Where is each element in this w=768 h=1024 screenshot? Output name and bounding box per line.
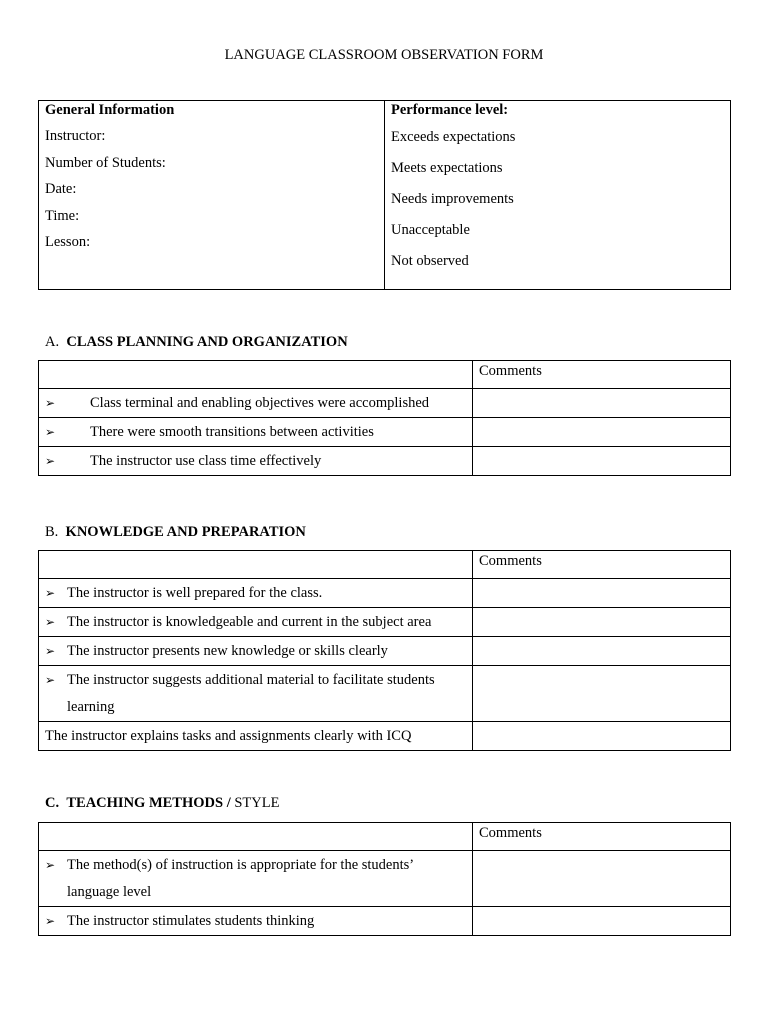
table-row [39,907,473,936]
section-c-letter: C. [45,795,60,811]
bullet-arrow-icon: ➢ [45,454,56,468]
section-b-title: KNOWLEDGE AND PREPARATION [65,524,306,540]
field-date: Date: [45,181,77,197]
field-lesson: Lesson: [45,234,91,250]
section-c-header-blank [39,823,473,851]
document-title: LANGUAGE CLASSROOM OBSERVATION FORM [224,47,544,63]
table-row [39,851,473,907]
performance-level-cell [385,101,731,290]
section-a-header-blank [39,361,473,389]
bullet-arrow-icon: ➢ [45,858,56,872]
section-b-letter: B. [45,524,59,540]
comment-cell[interactable] [473,608,731,637]
criterion-text-continued: learning [67,699,115,715]
level-meets: Meets expectations [391,160,503,176]
table-row [39,389,473,418]
criterion-text: The instructor presents new knowledge or skills clearly [67,643,388,659]
comment-cell[interactable] [473,447,731,476]
comment-cell[interactable] [473,389,731,418]
section-a-table [38,360,731,476]
criterion-text: The instructor is knowledgeable and current in the subject area [67,614,432,630]
section-c-title: TEACHING METHODS / [66,795,231,811]
comment-cell[interactable] [473,418,731,447]
bullet-arrow-icon: ➢ [45,586,56,600]
table-row [39,666,473,722]
comment-cell[interactable] [473,907,731,936]
criterion-text: Class terminal and enabling objectives were accomplished [90,395,430,411]
criterion-text: The instructor explains tasks and assignments clearly with ICQ [45,728,412,744]
table-row [39,637,473,666]
section-b-heading [45,524,306,541]
comment-cell[interactable] [473,637,731,666]
section-b-header-blank [39,551,473,579]
section-c-comments-header: Comments [473,823,731,851]
criterion-text: The instructor suggests additional material to facilitate students [67,672,435,688]
bullet-arrow-icon: ➢ [45,914,56,928]
criterion-text-continued: language level [67,884,152,900]
bullet-arrow-icon: ➢ [45,673,56,687]
table-row [39,722,473,751]
level-needs-improvements: Needs improvements [391,191,514,207]
criterion-text: The instructor use class time effectively [90,453,322,469]
comment-cell[interactable] [473,579,731,608]
performance-level-heading: Performance level: [391,102,509,118]
section-a-title: CLASS PLANNING AND ORGANIZATION [66,334,348,350]
section-b-comments-header: Comments [473,551,731,579]
criterion-text: There were smooth transitions between activities [90,424,374,440]
comment-cell[interactable] [473,722,731,751]
section-c-table [38,822,731,936]
level-unacceptable: Unacceptable [391,222,470,238]
bullet-arrow-icon: ➢ [45,425,56,439]
section-b-table [38,550,731,751]
section-a-letter: A. [45,334,60,350]
section-c-heading [45,795,279,812]
table-row [39,608,473,637]
criterion-text: The method(s) of instruction is appropriate for the students’ [67,857,415,873]
table-row [39,579,473,608]
field-instructor: Instructor: [45,128,106,144]
bullet-arrow-icon: ➢ [45,615,56,629]
general-info-cell [39,101,385,290]
table-row [39,447,473,476]
section-a-heading [45,334,348,351]
level-not-observed: Not observed [391,253,469,269]
comment-cell[interactable] [473,666,731,722]
field-time: Time: [45,207,80,224]
general-info-heading: General Information [45,102,175,118]
bullet-arrow-icon: ➢ [45,396,56,410]
section-c-title-rest: STYLE [230,795,280,811]
bullet-arrow-icon: ➢ [45,644,56,658]
criterion-text: The instructor is well prepared for the class. [67,585,323,601]
section-a-comments-header: Comments [473,361,731,389]
field-number-of-students: Number of Students: [45,154,166,171]
criterion-text: The instructor stimulates students thinking [67,913,315,929]
table-row [39,418,473,447]
comment-cell[interactable] [473,851,731,907]
general-info-table [38,100,731,290]
level-exceeds: Exceeds expectations [391,129,516,145]
